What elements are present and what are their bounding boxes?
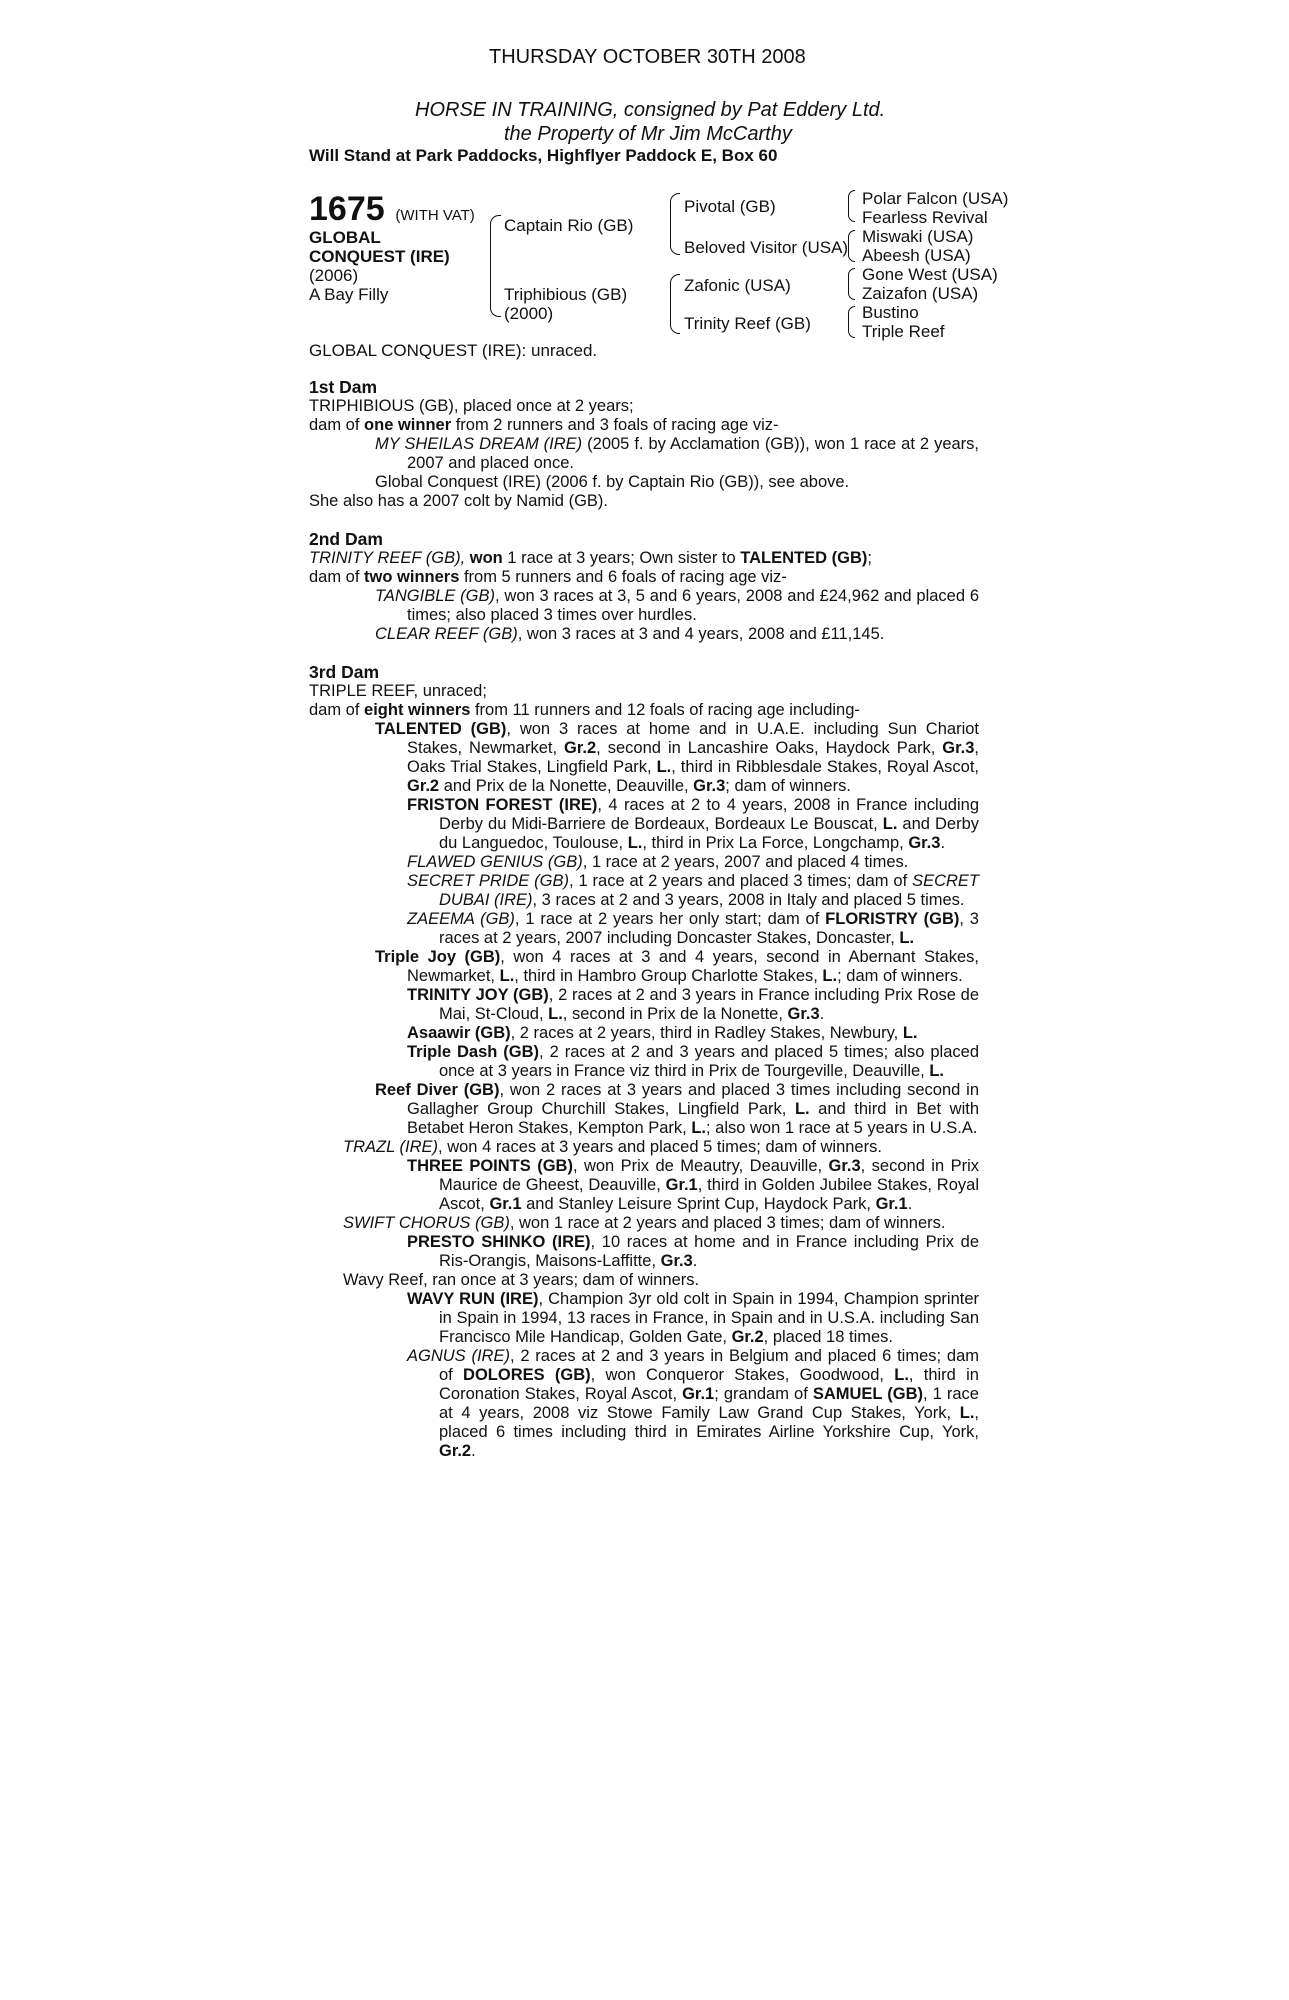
ss-dam: Fearless Revival [862, 208, 988, 227]
entry-presto-shinko: PRESTO SHINKO (IRE), 10 races at home and in France including Prix de Ris-Orangis, Maisons-Laffitte, Gr.3. [407, 1233, 979, 1270]
entry-trazl: TRAZL (IRE), won 4 races at 3 years and placed 5 times; dam of winners. [343, 1138, 882, 1156]
entry-agnus: AGNUS (IRE), 2 races at 2 and 3 years in Belgium and placed 6 times; dam of DOLORES (GB), won Conqueror Stakes, Goodwood, L., third in Coronation Stakes, Royal Ascot, Gr.1; grandam of SAMUEL (GB), 1 race at 4 years, 2008 viz Stowe Family Law Grand Cup Stakes, York, L., placed 6 times including third in Emirates Airline Yorkshire Cup, York, Gr.2. [407, 1347, 979, 1460]
sire-sire: Pivotal (GB) [684, 197, 776, 216]
entry-flawed-genius: FLAWED GENIUS (GB), 1 race at 2 years, 2007 and placed 4 times. [407, 853, 909, 871]
dam-line2: (2000) [504, 304, 554, 323]
second-dam-produce-summary: dam of two winners from 5 runners and 6 foals of racing age viz- [309, 568, 787, 586]
first-dam-produce-2: Global Conquest (IRE) (2006 f. by Captain Rio (GB)), see above. [375, 473, 850, 491]
second-dam-produce-2: CLEAR REEF (GB), won 3 races at 3 and 4 years, 2008 and £11,145. [375, 625, 885, 643]
vat-note: (WITH VAT) [395, 207, 475, 224]
stand-location: Will Stand at Park Paddocks, Highflyer Paddock E, Box 60 [309, 146, 778, 165]
entry-three-points: THREE POINTS (GB), won Prix de Meautry, Deauville, Gr.3, second in Prix Maurice de Gheest, Deauville, Gr.1, third in Golden Jubilee Stakes, Royal Ascot, Gr.1 and Stanley Leisure Sprint Cup, Haydock Park, Gr.1. [407, 1157, 979, 1213]
pedigree-brace-sd [848, 230, 855, 262]
horse-name-line2: CONQUEST (IRE) [309, 247, 450, 266]
pedigree-brace-main [490, 215, 501, 317]
third-dam-heading: 3rd Dam [309, 662, 380, 682]
sd-sire: Miswaki (USA) [862, 227, 974, 246]
pedigree-brace-dam [670, 274, 680, 334]
ds-dam: Zaizafon (USA) [862, 284, 979, 303]
first-dam-line: TRIPHIBIOUS (GB), placed once at 2 years; [309, 397, 634, 415]
entry-talented: TALENTED (GB), won 3 races at home and in U.A.E. including Sun Chariot Stakes, Newmarket, Gr.2, second in Lancashire Oaks, Haydock Park, Gr.3, Oaks Trial Stakes, Lingfield Park, L., third in Ribblesdale Stakes, Royal Ascot, Gr.2 and Prix de la Nonette, Deauville, Gr.3; dam of winners. [375, 720, 980, 795]
first-dam-produce-1: MY SHEILAS DREAM (IRE) (2005 f. by Acclamation (GB)), won 1 race at 2 years, 2007 and placed once. [375, 435, 979, 472]
entry-wavy-run: WAVY RUN (IRE), Champion 3yr old colt in Spain in 1994, Champion sprinter in Spain in 1994, 13 races in France, in Spain and in U.S.A. including San Francisco Mile Handicap, Golden Gate, Gr.2, placed 18 times. [407, 1290, 980, 1346]
lot-number: 1675 [309, 190, 385, 228]
second-dam-produce-1: TANGIBLE (GB), won 3 races at 3, 5 and 6 years, 2008 and £24,962 and placed 6 times; also placed 3 times over hurdles. [375, 587, 979, 624]
entry-asaawir: Asaawir (GB), 2 races at 2 years, third in Radley Stakes, Newbury, L. [407, 1024, 918, 1042]
catalogue-body [309, 378, 979, 1461]
lot-number-row [309, 192, 475, 226]
pedigree-brace-ds [848, 268, 855, 300]
dd-dam: Triple Reef [862, 322, 945, 341]
third-dam-line: TRIPLE REEF, unraced; [309, 682, 487, 700]
dam-line1: Triphibious (GB) [504, 285, 628, 304]
sale-date: THURSDAY OCTOBER 30TH 2008 [489, 46, 806, 68]
entry-reef-diver: Reef Diver (GB), won 2 races at 3 years and placed 3 times including second in Gallagher Group Churchill Stakes, Lingfield Park, L. and third in Bet with Betabet Heron Stakes, Kempton Park, L.; also won 1 race at 5 years in U.S.A. [375, 1081, 979, 1137]
sire-dam: Beloved Visitor (USA) [684, 238, 849, 257]
third-dam-produce-summary: dam of eight winners from 11 runners and 12 foals of racing age including- [309, 701, 860, 719]
entry-zaeema: ZAEEMA (GB), 1 race at 2 years her only start; dam of FLORISTRY (GB), 3 races at 2 years, 2007 including Doncaster Stakes, Doncaster, L. [407, 910, 979, 947]
sale-type: HORSE IN TRAINING, consigned by Pat Eddery Ltd. [415, 99, 886, 121]
pedigree-brace-ss [848, 190, 855, 222]
entry-secret-pride: SECRET PRIDE (GB), 1 race at 2 years and placed 3 times; dam of SECRET DUBAI (IRE), 3 races at 2 and 3 years, 2008 in Italy and placed 5 times. [407, 872, 979, 909]
second-dam-line: TRINITY REEF (GB), won 1 race at 3 years; Own sister to TALENTED (GB); [309, 549, 872, 567]
entry-friston-forest: FRISTON FOREST (IRE), 4 races at 2 to 4 years, 2008 in France including Derby du Midi-Barriere de Bordeaux, Bordeaux Le Bouscat, L. and Derby du Languedoc, Toulouse, L., third in Prix La Force, Longchamp, Gr.3. [407, 796, 980, 852]
second-dam-heading: 2nd Dam [309, 529, 383, 549]
entry-triple-joy: Triple Joy (GB), won 4 races at 3 and 4 years, second in Abernant Stakes, Newmarket, L., third in Hambro Group Charlotte Stakes, L.; dam of winners. [375, 948, 979, 985]
dam-dam: Trinity Reef (GB) [684, 314, 811, 333]
ds-sire: Gone West (USA) [862, 265, 998, 284]
foaling-year: (2006) [309, 266, 359, 285]
ss-sire: Polar Falcon (USA) [862, 189, 1009, 208]
entry-wavy-reef: Wavy Reef, ran once at 3 years; dam of winners. [343, 1271, 700, 1289]
sd-dam: Abeesh (USA) [862, 246, 971, 265]
sire: Captain Rio (GB) [504, 216, 634, 235]
pedigree-brace-sire [670, 193, 680, 255]
entry-swift-chorus: SWIFT CHORUS (GB), won 1 race at 2 years and placed 3 times; dam of winners. [343, 1214, 946, 1232]
first-dam-produce-summary: dam of one winner from 2 runners and 3 foals of racing age viz- [309, 416, 779, 434]
dd-sire: Bustino [862, 303, 919, 322]
first-dam-note: She also has a 2007 colt by Namid (GB). [309, 492, 608, 510]
entry-triple-dash: Triple Dash (GB), 2 races at 2 and 3 years and placed 5 times; also placed once at 3 years in France viz third in Prix de Tourgeville, Deauville, L. [407, 1043, 979, 1080]
first-dam-heading: 1st Dam [309, 377, 378, 397]
property-line: the Property of Mr Jim McCarthy [504, 123, 792, 145]
race-record: GLOBAL CONQUEST (IRE): unraced. [309, 341, 598, 360]
dam-sire: Zafonic (USA) [684, 276, 791, 295]
horse-description: A Bay Filly [309, 285, 389, 304]
pedigree-brace-dd [848, 306, 855, 338]
horse-name-line1: GLOBAL [309, 228, 381, 247]
entry-trinity-joy: TRINITY JOY (GB), 2 races at 2 and 3 years in France including Prix Rose de Mai, St-Cloud, L., second in Prix de la Nonette, Gr.3. [407, 986, 979, 1023]
